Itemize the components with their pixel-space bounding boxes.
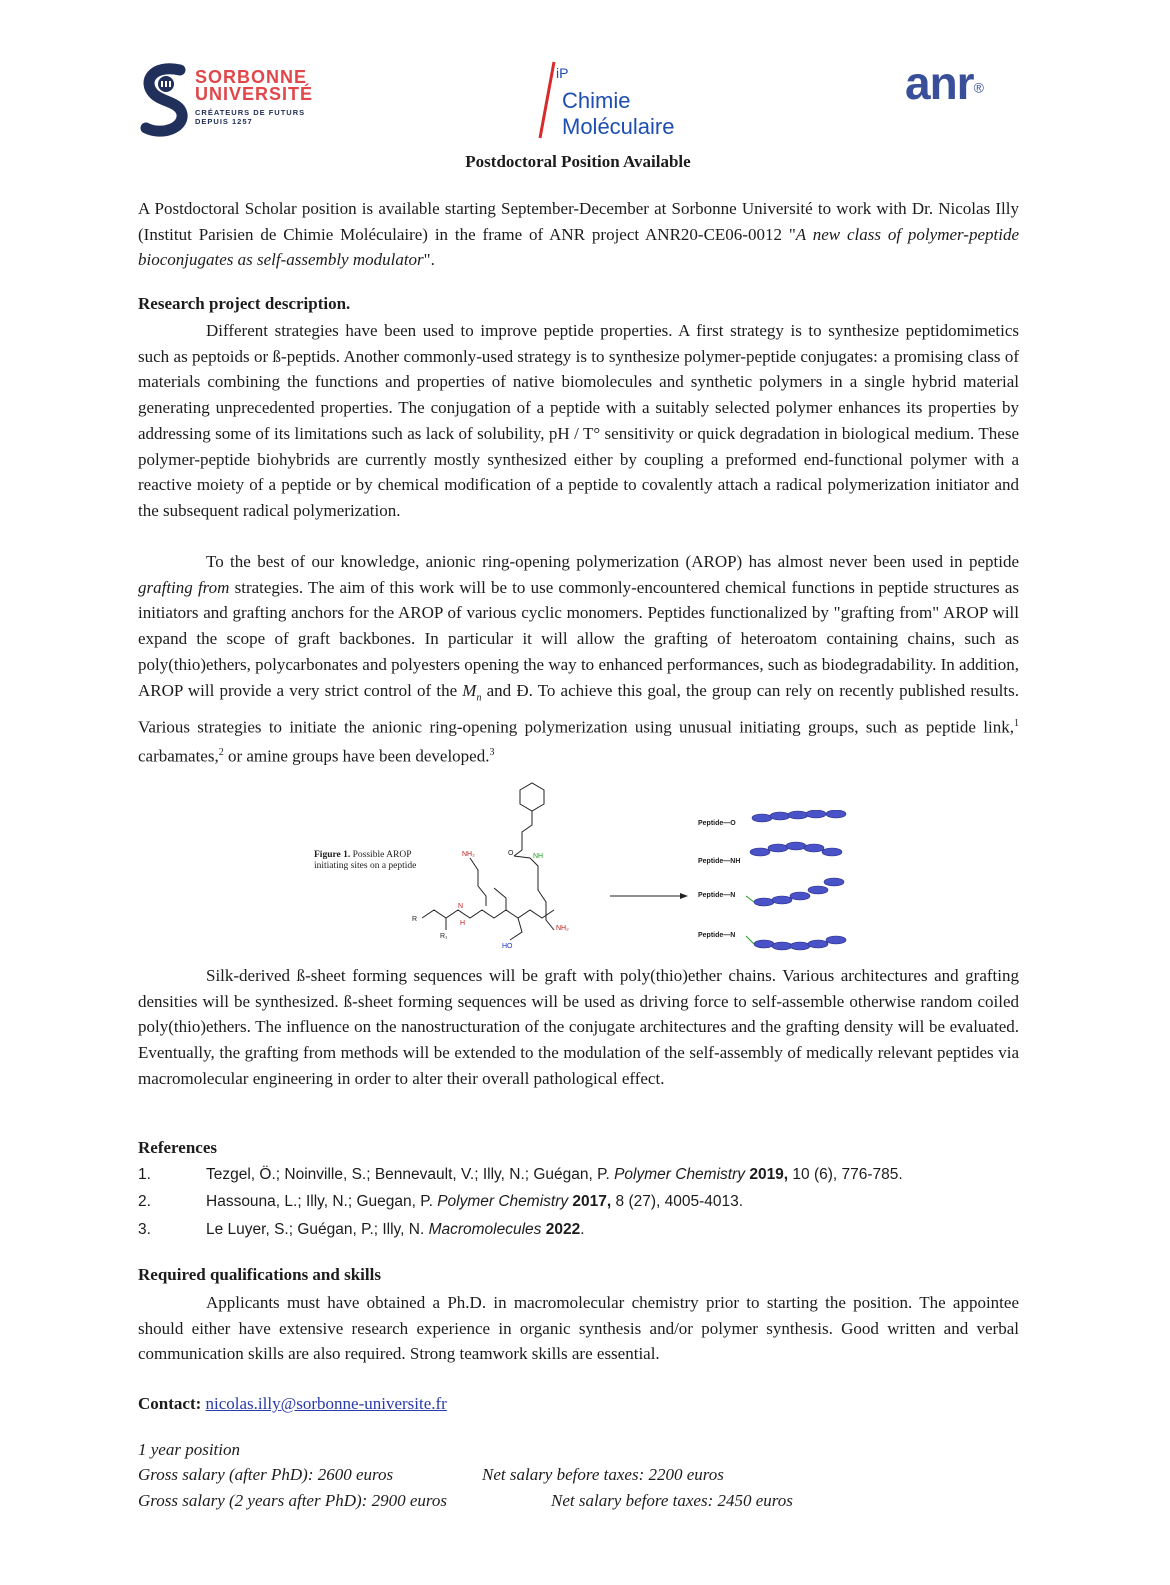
ref-journal: Polymer Chemistry (437, 1193, 569, 1210)
ipcm-word-moleculaire: Moléculaire (562, 114, 675, 139)
p2-grafting-from: grafting from (138, 577, 230, 597)
ref-year: 2017, (568, 1193, 612, 1210)
ref-authors: Tezgel, Ö.; Noinville, S.; Bennevault, V.; Illy, N.; Guégan, P. (206, 1166, 615, 1183)
research-paragraph-3: Silk-derived ß-sheet forming sequences will be graft with poly(thio)ether chains. Various architectures and grafting densities will be synthesized. ß-sheet forming sequences will be used as driving force to self-assemble otherwise random coiled poly(thio)ethers. The influence on the nanostructuration of the conjugate architectures and the grafting density will be evaluated. Eventually, the grafting from methods will be extended to the modulation of the self-assembly of medically relevant peptides via macromolecular engineering in order to alter their overall pathological effect. (138, 966, 1019, 1088)
ref-sup-3: 3 (489, 746, 495, 758)
peptide-structure-diagram (410, 780, 610, 955)
sorbonne-line2: UNIVERSITÉ (195, 84, 314, 104)
ref-authors: Hassouna, L.; Illy, N.; Guegan, P. (206, 1193, 438, 1210)
figure-caption-bold: Figure 1. (314, 850, 351, 860)
ref-authors: Le Luyer, S.; Guégan, P.; Illy, N. (206, 1221, 429, 1238)
ref-num: 2. (138, 1193, 151, 1210)
contact-email-link[interactable]: nicolas.illy@sorbonne-universite.fr (205, 1394, 447, 1413)
ref-sup-1: 1 (1014, 717, 1019, 729)
reference-1 (138, 1164, 903, 1186)
intro-end: ". (423, 250, 435, 270)
gross-salary-2-years: Gross salary (2 years after PhD): 2900 euros (138, 1491, 447, 1510)
intro-paragraph (138, 196, 1019, 273)
label-ho: HO (502, 943, 513, 950)
label-r1: R₁ (440, 933, 448, 940)
research-heading: Research project description. (138, 294, 351, 313)
label-nh-green: NH (533, 853, 544, 860)
ipcm-chimie-moleculaire-logo (532, 60, 722, 142)
reference-3 (138, 1219, 585, 1241)
sorbonne-universite-logo (140, 62, 330, 138)
p2-part-d: carbamates, (138, 746, 219, 766)
intro-text: A Postdoctoral Scholar position is available starting September-December at Sorbonne Université to work with Dr. Nicolas Illy (Institut Parisien de Chimie Moléculaire) in the frame of ANR project ANR20-CE06-0012 " (138, 199, 1019, 244)
anr-registered-mark: ® (973, 79, 984, 96)
ref-num: 1. (138, 1166, 151, 1183)
ref-year: 2022 (541, 1221, 581, 1238)
p2-mn-sub: n (476, 691, 482, 703)
ref-year: 2019, (745, 1166, 789, 1183)
p2-part-e: or amine groups have been developed. (223, 746, 490, 766)
gross-salary-after-phd: Gross salary (after PhD): 2600 euros (138, 1465, 394, 1484)
ref-rest: 8 (27), 4005-4013. (611, 1193, 744, 1210)
position-duration: 1 year position (138, 1440, 240, 1459)
net-salary-2-years: Net salary before taxes: 2450 euros (551, 1491, 793, 1510)
reaction-arrow-icon (610, 890, 690, 902)
ref-journal: Polymer Chemistry (614, 1166, 746, 1183)
label-n: N (458, 903, 464, 910)
anr-logo (905, 57, 1030, 110)
sorbonne-tagline2: DEPUIS 1257 (195, 117, 253, 126)
research-paragraph-2 (138, 549, 1019, 769)
ref-journal: Macromolecules (428, 1221, 542, 1238)
contact-line (138, 1394, 447, 1414)
product-label-n1: Peptide—N (698, 892, 736, 899)
ipcm-small-text: iP (556, 65, 569, 81)
ipcm-word-chimie: Chimie (562, 88, 631, 113)
research-paragraph-1: Different strategies have been used to improve peptide properties. A first strategy is to synthesize peptidomimetics such as peptoids or ß-peptids. Another commonly-used strategy is to synthesize polymer-peptide conjugates: a promising class of materials combining the functions and properties of native biomolecules and synthetic polymers in a single hybrid material generating unprecedented properties. The conjugation of a peptide with a suitably selected polymer enhances its properties by addressing some of its limitations such as lack of solubility, pH / T° sensitivity or quick degradation in biological medium. These polymer-peptide biohybrids are currently mostly synthesized either by coupling a preformed end-functional polymer with a reactive moiety of a peptide or by chemical modification of a peptide to covalently attach a radical polymerization initiator and the subsequent radical polymerization. (138, 321, 1019, 520)
label-h: H (460, 920, 466, 927)
figure-caption-text: Possible AROP initiating sites on a peptide (314, 850, 417, 871)
reference-2 (138, 1191, 743, 1213)
qualifications-paragraph: Applicants must have obtained a Ph.D. in macromolecular chemistry prior to starting the position. The appointee should either have extensive research experience in organic synthesis and/or polymer synthesis. Good written and verbal communication skills are also required. Strong teamwork skills are essential. (138, 1293, 1019, 1364)
polymer-chains-icon (746, 810, 858, 960)
label-nh2-right: NH₂ (556, 925, 569, 932)
sorbonne-emblem-icon (140, 62, 192, 138)
ref-sup-2: 2 (218, 746, 224, 758)
product-label-nh: Peptide—NH (698, 858, 741, 865)
sorbonne-line1: SORBONNE (195, 67, 308, 87)
net-salary-after-phd: Net salary before taxes: 2200 euros (482, 1465, 724, 1484)
label-nh2-top: NH₂ (462, 851, 475, 858)
product-label-o: Peptide—O (698, 820, 736, 827)
product-label-n2: Peptide—N (698, 932, 736, 939)
grafted-products (698, 810, 858, 960)
qualifications-heading: Required qualifications and skills (138, 1265, 381, 1284)
label-o: O (508, 850, 514, 857)
references-heading: References (138, 1138, 217, 1157)
figure-1 (300, 780, 860, 960)
ref-rest: . (580, 1221, 585, 1238)
p2-mn: M (462, 680, 477, 700)
ref-rest: 10 (6), 776-785. (788, 1166, 903, 1183)
project-title: A new class of polymer-peptide bioconjugates as self-assembly modulator (138, 224, 1019, 270)
sorbonne-tagline1: CRÉATEURS DE FUTURS (195, 108, 306, 117)
ref-num: 3. (138, 1221, 151, 1238)
page-title: Postdoctoral Position Available (465, 152, 691, 171)
p2-part-b: strategies. The aim of this work will be to use commonly-encountered chemical functions in peptide structures as initiators and grafting anchors for the AROP of various cyclic monomers. Peptides functionalized by "grafting from" AROP will expand the scope of graft backbones. In particular it will allow the grafting of heteroatom containing chains, such as poly(thio)ethers, polycarbonates and polyesters opening the way to enhanced performances, such as biodegradability. In addition, AROP will provide a very strict control of the (138, 577, 1019, 700)
label-r: R (412, 916, 418, 923)
p2-part-c: and Đ. To achieve this goal, the group can rely on recently published results. Various strategies to initiate the anionic ring-opening polymerization using unusual initiating groups, such as peptide link, (138, 680, 1019, 737)
p2-part-a: To the best of our knowledge, anionic ring-opening polymerization (AROP) has almost never been used in peptide (206, 552, 1019, 571)
contact-label: Contact: (138, 1394, 202, 1413)
anr-text: anr (905, 57, 974, 109)
